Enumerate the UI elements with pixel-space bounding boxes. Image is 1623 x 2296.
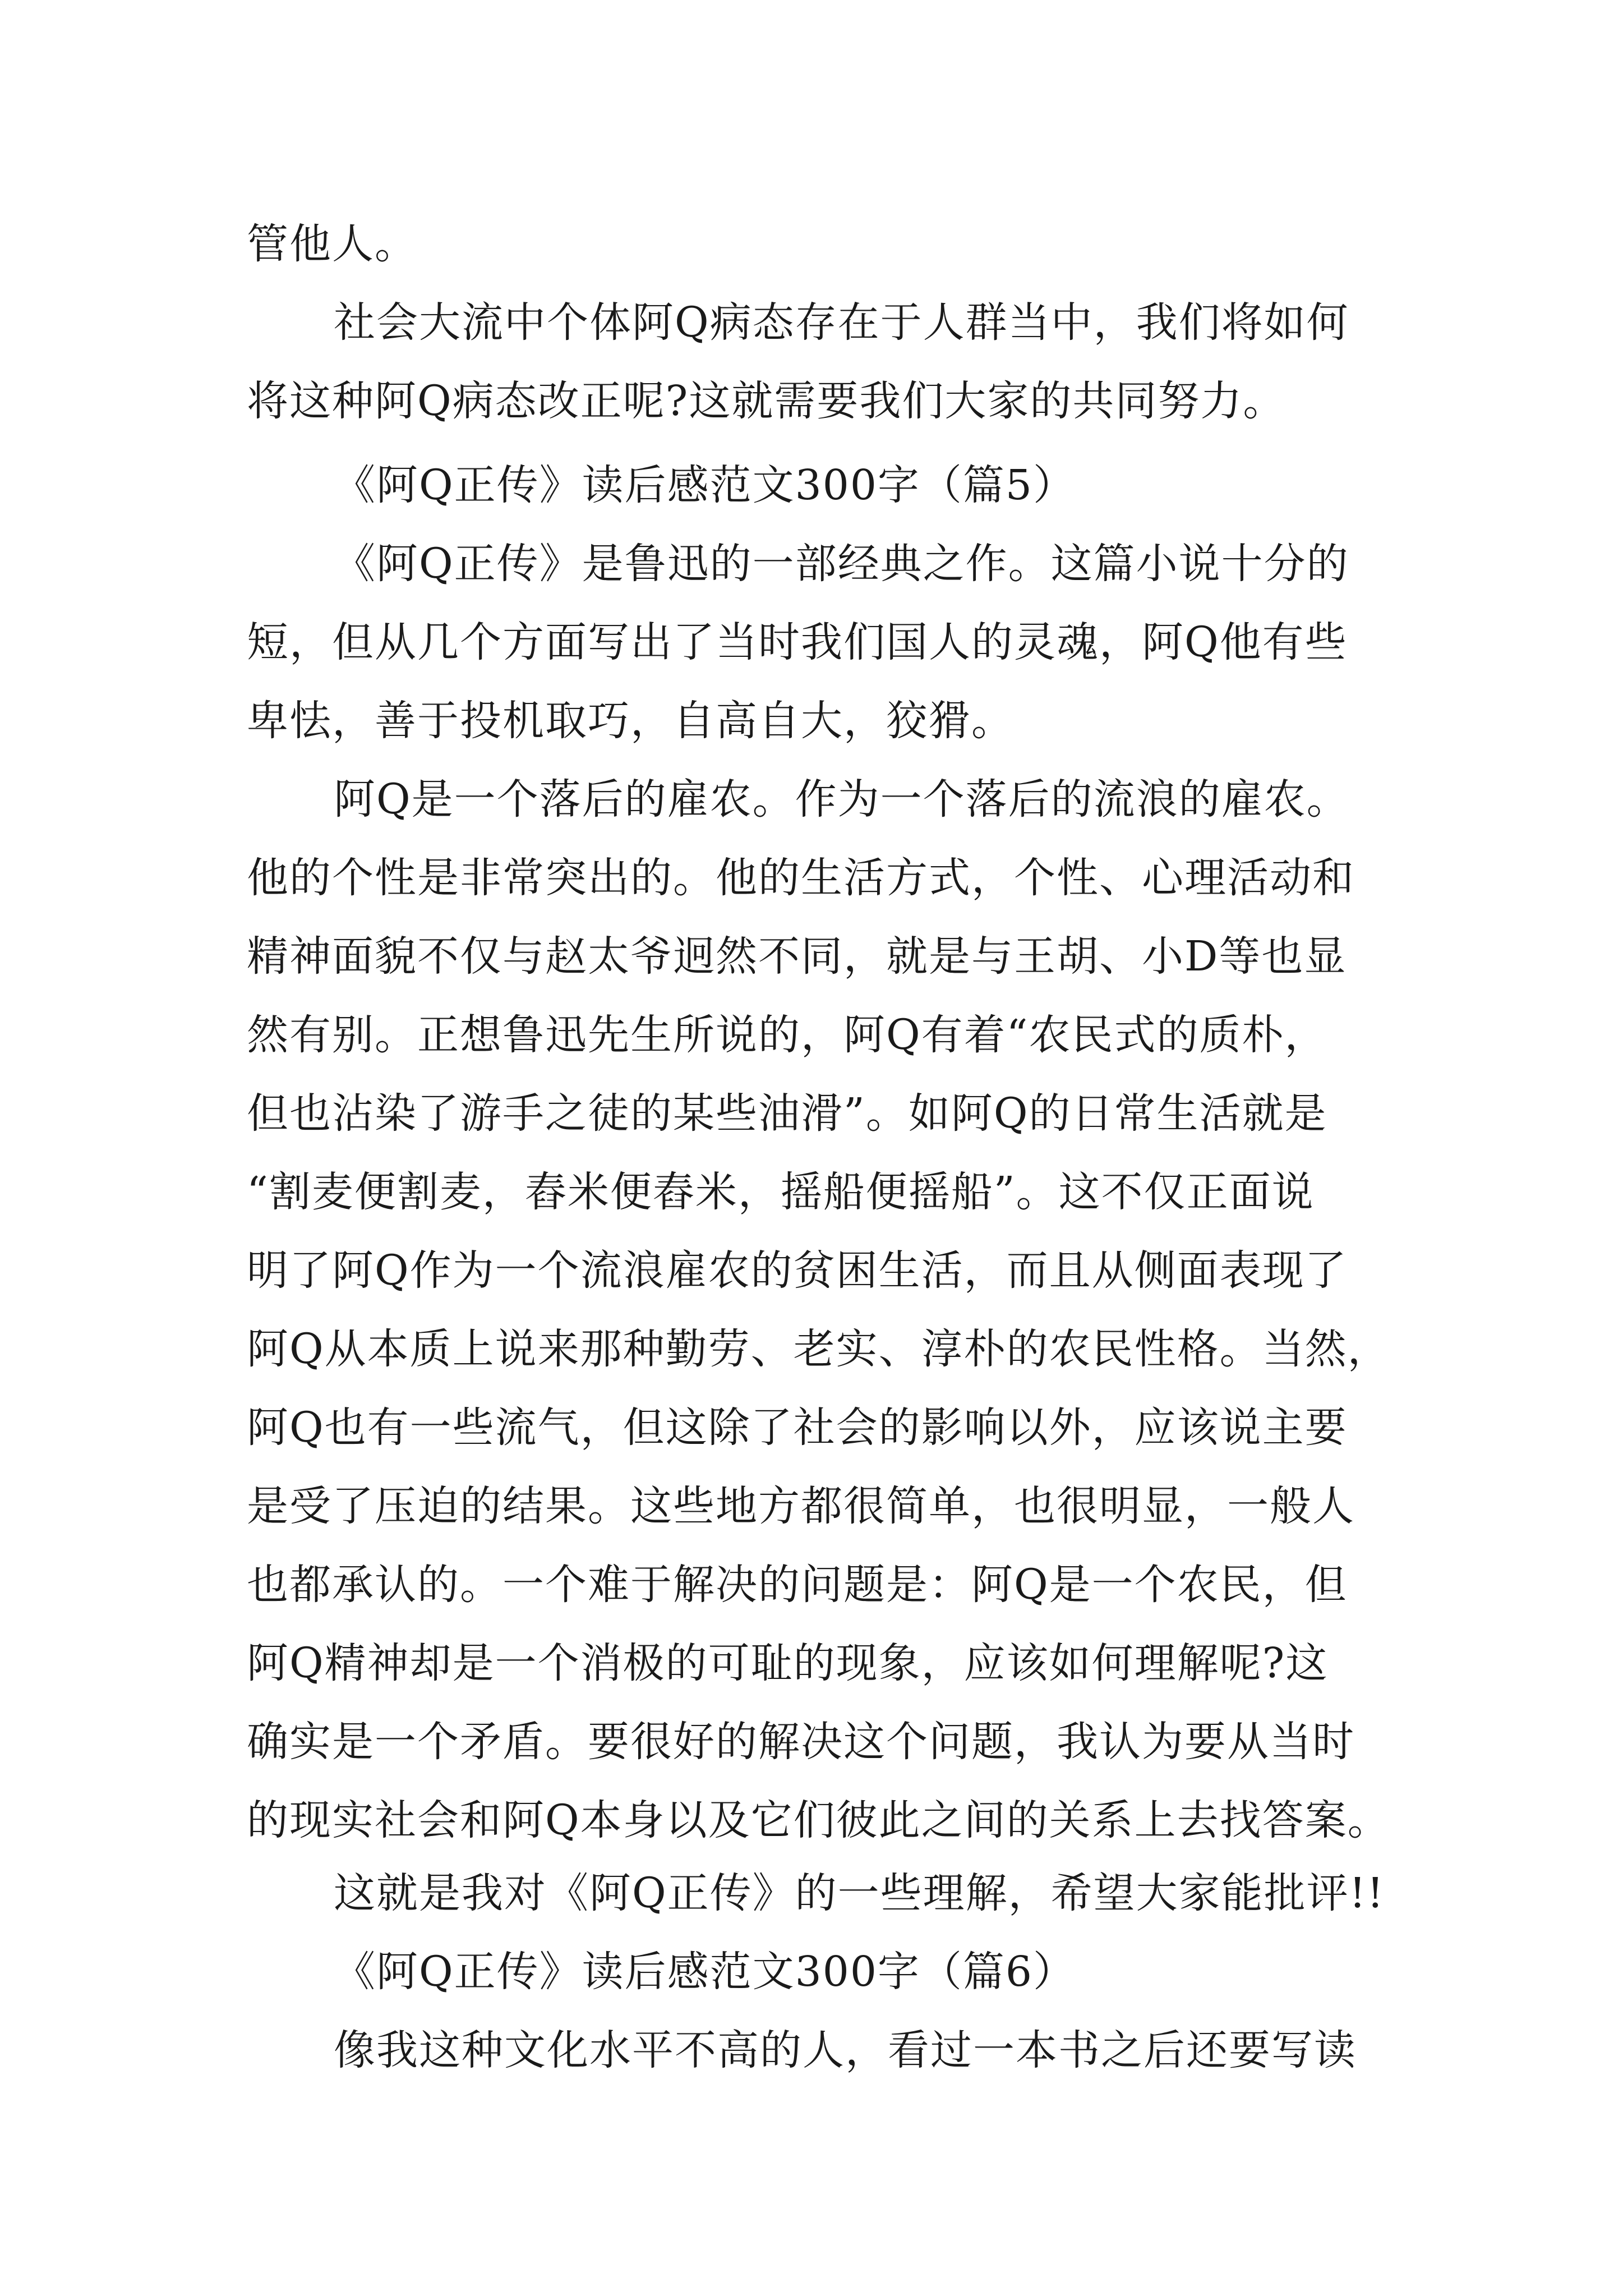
text-line: 阿Q从本质上说来那种勤劳、老实、淳朴的农民性格。当然， xyxy=(247,1325,1390,1373)
text-line: 阿Q也有一些流气，但这除了社会的影响以外，应该说主要 xyxy=(247,1404,1348,1452)
text-line: 确实是一个矛盾。要很好的解决这个问题，我认为要从当时 xyxy=(247,1718,1355,1766)
text-line: 明了阿Q作为一个流浪雇农的贫困生活，而且从侧面表现了 xyxy=(247,1246,1348,1295)
paragraph-start-line: 这就是我对《阿Q正传》的一些理解，希望大家能批评!! xyxy=(334,1869,1385,1917)
text-line: 的现实社会和阿Q本身以及它们彼此之间的关系上去找答案。 xyxy=(247,1796,1390,1844)
section-heading-6: 《阿Q正传》读后感范文300字（篇6） xyxy=(334,1948,1076,1996)
text-line: 将这种阿Q病态改正呢?这就需要我们大家的共同努力。 xyxy=(247,377,1286,425)
text-line: 短，但从几个方面写出了当时我们国人的灵魂，阿Q他有些 xyxy=(247,618,1348,666)
text-line: 但也沾染了游手之徒的某些油滑”。如阿Q的日常生活就是 xyxy=(247,1089,1327,1138)
text-line: 也都承认的。一个难于解决的问题是：阿Q是一个农民，但 xyxy=(247,1561,1348,1609)
paragraph-start-line: 像我这种文化水平不高的人，看过一本书之后还要写读 xyxy=(334,2026,1357,2074)
text-line: 阿Q精神却是一个消极的可耻的现象，应该如何理解呢?这 xyxy=(247,1639,1329,1687)
text-line: 是受了压迫的结果。这些地方都很简单，也很明显，一般人 xyxy=(247,1482,1355,1530)
text-line: “割麦便割麦，舂米便舂米，摇船便摇船”。这不仅正面说 xyxy=(247,1168,1315,1216)
paragraph-start-line: 社会大流中个体阿Q病态存在于人群当中，我们将如何 xyxy=(334,298,1349,347)
paragraph-start-line: 阿Q是一个落后的雇农。作为一个落后的流浪的雇农。 xyxy=(334,775,1349,823)
text-line: 精神面貌不仅与赵太爷迥然不同，就是与王胡、小D等也显 xyxy=(247,932,1347,981)
paragraph-start-line: 《阿Q正传》是鲁迅的一部经典之作。这篇小说十分的 xyxy=(334,540,1349,588)
text-line: 然有别。正想鲁迅先生所说的，阿Q有着“农民式的质朴， xyxy=(247,1011,1327,1059)
text-line: 他的个性是非常突出的。他的生活方式，个性、心理活动和 xyxy=(247,854,1355,902)
text-line: 管他人。 xyxy=(247,220,417,268)
section-heading-5: 《阿Q正传》读后感范文300字（篇5） xyxy=(334,461,1076,509)
text-line: 卑怯，善于投机取巧，自高自大，狡猾。 xyxy=(247,697,1014,745)
